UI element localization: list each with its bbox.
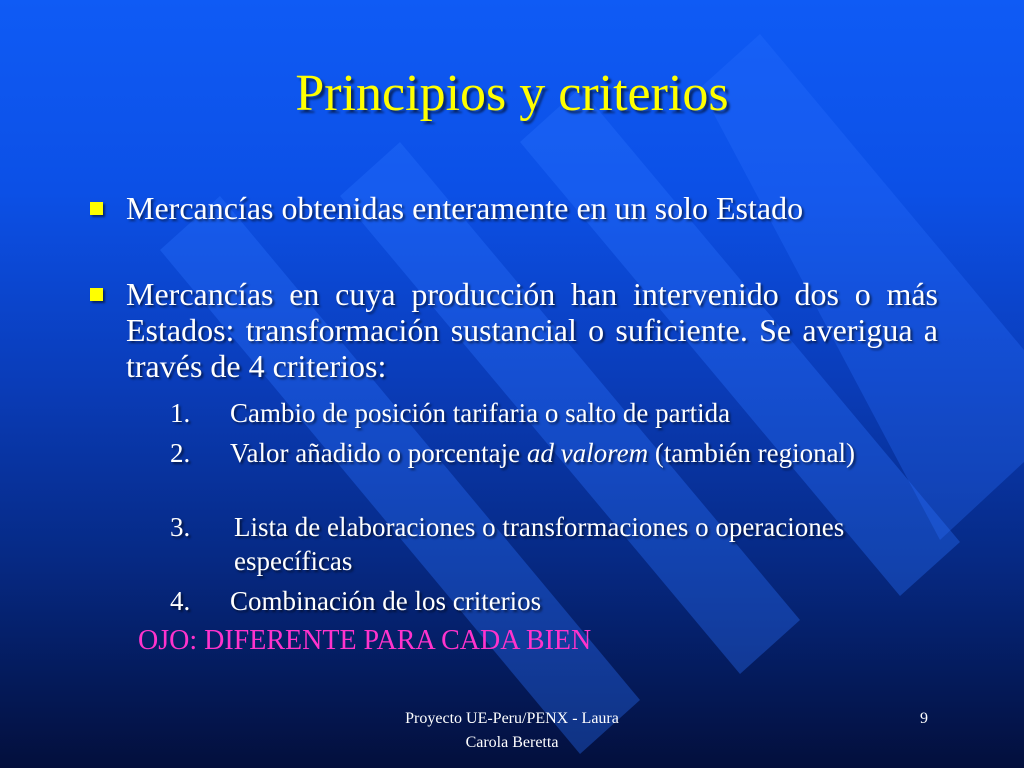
criterion-item-2 — [170, 436, 910, 470]
slide-title: Principios y criterios — [295, 65, 729, 122]
bullet-item-1 — [90, 190, 938, 226]
bullet-item-2 — [90, 276, 938, 384]
criterion-item-1 — [170, 396, 910, 430]
criterion-item-3 — [170, 510, 910, 578]
warning-note: OJO: DIFERENTE PARA CADA BIEN — [138, 625, 592, 656]
footer-line-2: Carola Beretta — [465, 734, 559, 751]
bullet-text-2: Mercancías en cuya producción han intervenido dos o más Estados: transformación sustancial o suficiente. Se averigua a través de 4 criterios: — [126, 276, 938, 384]
criterion-number: 3. — [170, 512, 191, 542]
square-bullet-icon — [90, 288, 103, 301]
criterion-text-part: (también regional) — [648, 438, 856, 468]
criterion-text: Combinación de los criterios — [230, 586, 542, 616]
square-bullet-icon — [90, 202, 103, 215]
page-number: 9 — [920, 710, 928, 727]
criterion-text-part: Valor añadido o porcentaje — [230, 438, 527, 468]
criterion-number: 2. — [170, 438, 191, 468]
slide-footer — [352, 707, 672, 755]
criterion-item-4 — [170, 584, 910, 618]
criterion-number: 4. — [170, 586, 191, 616]
criterion-text — [230, 436, 910, 470]
criterion-text: Cambio de posición tarifaria o salto de partida — [230, 398, 731, 428]
criterion-text: Lista de elaboraciones o transformaciones o operaciones específicas — [234, 512, 845, 576]
bullet-text-1: Mercancías obtenidas enteramente en un solo Estado — [126, 190, 804, 226]
criterion-text-italic: ad valorem — [526, 438, 649, 468]
footer-line-1: Proyecto UE-Peru/PENX - Laura — [405, 710, 619, 727]
criterion-number: 1. — [170, 398, 191, 428]
